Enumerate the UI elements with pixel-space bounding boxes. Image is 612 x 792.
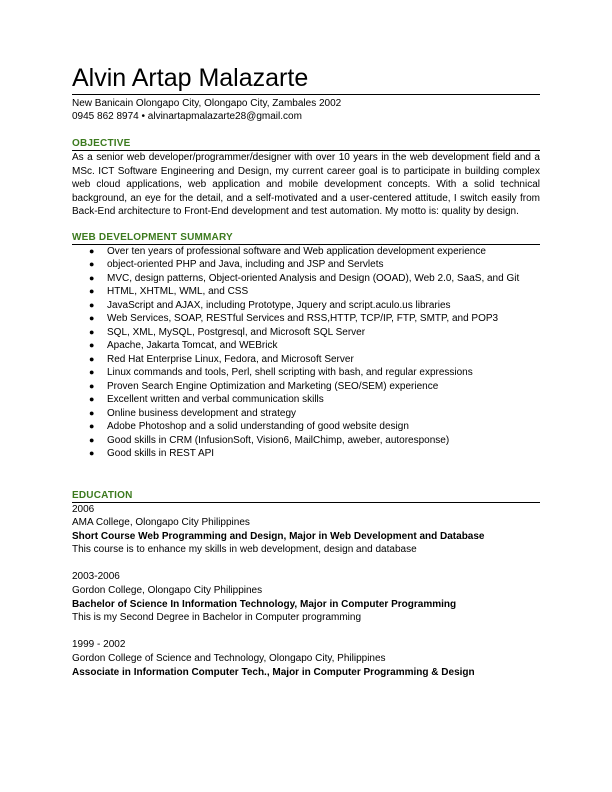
address: New Banicain Olongapo City, Olongapo City, Zambales 2002 [72,98,342,109]
list-item: ● Over ten years of professional software and Web application development experience [89,245,486,257]
list-item: ● Good skills in REST API [89,448,215,459]
list-item: ● Good skills in CRM (InfusionSoft, Vision6, MailChimp, aweber, autoresponse) [89,434,450,446]
edu-degree: Bachelor of Science In Information Technology, Major in Computer Programming [72,598,457,610]
bullet-icon: ● [89,245,95,256]
bullet-icon: ● [89,394,95,404]
education-entry [72,570,540,624]
bullet-icon: ● [89,448,95,458]
education-entry [72,503,540,557]
list-item: ● Adobe Photoshop and a solid understanding of good website design [89,421,409,432]
list-item: ● Excellent written and verbal communication skills [89,394,324,405]
list-item: ● Apache, Jakarta Tomcat, and WEBrick [89,340,278,351]
edu-location: , Olongapo City, Philippines [263,653,386,665]
bullet-icon: ● [89,340,95,350]
edu-location: , Olongapo City Philippines [142,585,263,597]
education-list [72,503,540,680]
list-item: ● Linux commands and tools, Perl, shell scripting with bash, and regular expressions [89,367,473,378]
list-item: ● Red Hat Enterprise Linux, Fedora, and Microsoft Server [89,353,354,365]
edu-school: AMA College [72,517,130,529]
edu-school: Gordon College [72,585,143,597]
bullet-icon: ● [89,259,95,269]
list-item: ● JavaScript and AJAX, including Prototype, Jquery and script.aculo.us libraries [89,299,451,311]
summary-heading: WEB DEVELOPMENT SUMMARY [72,231,540,245]
objective-heading: OBJECTIVE [72,137,540,151]
list-item: ● HTML, XHTML, WML, and CSS [89,286,249,297]
list-item: ● Online business development and strategy [89,407,297,419]
list-item: ● object-oriented PHP and Java, including and JSP and Servlets [89,259,384,270]
bullet-icon: ● [89,272,95,283]
bullet-icon: ● [89,353,95,364]
candidate-name: Alvin Artap Malazarte [72,64,540,95]
objective-text: As a senior web developer/programmer/designer with over 10 years in the web development field and a MSc. ICT Software Engineering and Design, my current career goal is to participate in building complex web cloud applications, web application and mobile development concepts. With a solid technical background, an eye for the detail, and a self-motivated and a user-centered attitude, I switch easily from Back-End architecture to Front-End development and test automation. My motto is: quality by design. [72,152,540,217]
edu-years: 2003-2006 [72,571,120,583]
phone-email: 0945 862 8974 • alvinartapmalazarte28@gmail.com [72,111,302,122]
edu-school: Gordon College of Science and Technology [72,653,264,665]
edu-degree: Associate in Information Computer Tech., Major in Computer Programming & Design [72,666,475,678]
bullet-icon: ● [89,421,95,431]
bullet-icon: ● [89,407,95,418]
education-entry [72,638,540,679]
bullet-icon: ● [89,326,95,337]
edu-years: 1999 - 2002 [72,639,126,651]
edu-degree: Short Course Web Programming and Design, Major in Web Development and Database [72,530,485,542]
bullet-icon: ● [89,367,95,377]
list-item: ● SQL, XML, MySQL, Postgresql, and Microsoft SQL Server [89,326,366,338]
bullet-icon: ● [89,286,95,296]
education-heading: EDUCATION [72,489,540,503]
bullet-icon: ● [89,299,95,310]
list-item: ● Web Services, SOAP, RESTful Services and RSS,HTTP, TCP/IP, FTP, SMTP, and POP3 [89,313,499,324]
bullet-icon: ● [89,434,95,445]
edu-note: This is my Second Degree in Bachelor in Computer programming [72,612,362,624]
skills-list [72,245,540,461]
bullet-icon: ● [89,380,95,391]
edu-years: 2006 [72,503,95,515]
list-item: ● MVC, design patterns, Object-oriented Analysis and Design (OOAD), Web 2.0, SaaS, and Git [89,272,520,284]
bullet-icon: ● [89,313,95,323]
edu-note: This course is to enhance my skills in web development, design and database [72,544,417,556]
resume-page [72,64,540,693]
edu-location: , Olongapo City Philippines [129,517,250,529]
list-item: ● Proven Search Engine Optimization and Marketing (SEO/SEM) experience [89,380,439,392]
